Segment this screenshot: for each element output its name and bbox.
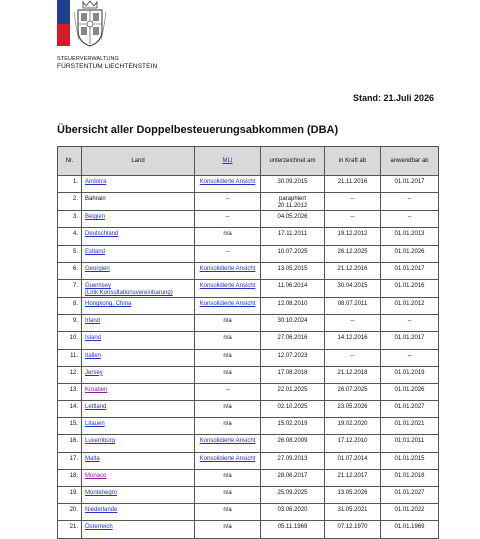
table-row [58, 435, 439, 452]
signed-date: 03.06.2020 [277, 507, 308, 514]
row-land-cell [82, 452, 195, 469]
table-header-row [58, 147, 439, 176]
row-nr: 18. [58, 469, 82, 486]
row-signed-cell [261, 469, 325, 486]
organization-name [57, 56, 157, 70]
row-land-cell [82, 487, 195, 504]
table-row [58, 315, 439, 332]
row-signed-cell [261, 452, 325, 469]
row-mli-cell [195, 435, 261, 452]
table-row [58, 487, 439, 504]
mli-value: n/a [223, 490, 232, 496]
table-row [58, 401, 439, 418]
row-in-kraft: 14.12.2016 [325, 332, 381, 349]
signed-date: 15.02.2019 [277, 421, 308, 428]
row-signed-cell [261, 176, 325, 193]
consultation-agreement-link[interactable]: (Link Konsultationsvereinbarung) [85, 289, 173, 296]
flag-blue-stripe [57, 0, 70, 24]
row-mli-cell [195, 521, 261, 538]
table-body [58, 176, 439, 539]
country-link[interactable]: Niederlande [85, 507, 118, 514]
header-anwendbar: anwendbar ab [381, 147, 439, 176]
country-link[interactable]: Andorra [85, 179, 107, 185]
row-signed-cell [261, 228, 325, 245]
mli-consolidated-link[interactable]: Konsolidierte Ansicht [199, 455, 256, 462]
row-mli-cell [195, 228, 261, 245]
row-land-cell [82, 469, 195, 486]
signed-date: 02.10.2025 [277, 404, 308, 411]
row-in-kraft: 21.11.2016 [325, 176, 381, 193]
row-anwendbar: 01.01.2027 [381, 487, 439, 504]
table-row [58, 176, 439, 193]
row-nr: 9. [58, 315, 82, 332]
row-nr: 11. [58, 349, 82, 366]
row-mli-cell [195, 211, 261, 228]
mli-value: -- [225, 214, 230, 221]
row-land-cell [82, 228, 195, 245]
table-row [58, 262, 439, 279]
signed-date: 27.09.2013 [277, 455, 308, 462]
row-nr: 20. [58, 504, 82, 521]
table-row [58, 297, 439, 314]
row-land-cell [82, 211, 195, 228]
table-row [58, 418, 439, 435]
row-nr: 12. [58, 366, 82, 383]
row-in-kraft: -- [325, 211, 381, 228]
flag-red-stripe [57, 24, 70, 46]
signed-date: 30.10.2024 [277, 318, 308, 325]
signed-date-2: 20.11.2012 [277, 203, 308, 210]
row-land-cell [82, 193, 195, 211]
row-land-cell [82, 297, 195, 314]
mli-value: n/a [223, 472, 232, 479]
row-in-kraft: 21.12.2017 [325, 469, 381, 486]
country-link[interactable]: Jersey [85, 369, 103, 376]
row-anwendbar: -- [381, 315, 439, 332]
signed-date: 11.06.2014 [277, 282, 308, 289]
row-land-cell [82, 521, 195, 538]
row-land-cell [82, 418, 195, 435]
row-anwendbar: 01.01.2017 [381, 262, 439, 279]
row-land-cell [82, 401, 195, 418]
country-link[interactable]: Litauen [85, 421, 105, 428]
row-in-kraft: 26.12.2025 [325, 245, 381, 262]
row-land-cell [82, 315, 195, 332]
row-anwendbar: 01.01.1969 [381, 521, 439, 538]
country-link[interactable]: Belgien [85, 214, 106, 221]
country-link[interactable]: Italien [85, 352, 102, 359]
row-signed-cell [261, 262, 325, 279]
row-in-kraft: -- [325, 315, 381, 332]
row-signed-cell [261, 521, 325, 538]
row-signed-cell [261, 401, 325, 418]
table-row [58, 228, 439, 245]
row-nr: 19. [58, 487, 82, 504]
table-row [58, 504, 439, 521]
row-mli-cell [195, 349, 261, 366]
mli-value: n/a [223, 352, 232, 359]
header-mli[interactable] [195, 147, 261, 176]
row-nr: 16. [58, 435, 82, 452]
row-land-cell [82, 366, 195, 383]
mli-consolidated-link[interactable]: Konsolidierte Ansicht [199, 265, 256, 272]
table-row [58, 521, 439, 538]
country-name: Bahrain [85, 196, 106, 203]
table-row [58, 245, 439, 262]
page-title: Übersicht aller Doppelbesteuerungsabkommen (DBA) [57, 124, 339, 136]
row-anwendbar: 01.01.2026 [381, 383, 439, 400]
row-mli-cell [195, 487, 261, 504]
mli-consolidated-link[interactable]: Konsolidierte Ansicht [199, 300, 256, 307]
row-mli-cell [195, 401, 261, 418]
signed-date: 25.09.2025 [277, 490, 308, 496]
row-nr: 17. [58, 452, 82, 469]
header-in-kraft: in Kraft ab [325, 147, 381, 176]
row-land-cell [82, 262, 195, 279]
row-signed-cell [261, 211, 325, 228]
row-land-cell [82, 383, 195, 400]
signed-date: 17.08.2018 [277, 369, 308, 376]
signed-date: 30.09.2015 [277, 179, 308, 185]
row-mli-cell [195, 469, 261, 486]
row-land-cell [82, 435, 195, 452]
row-land-cell [82, 332, 195, 349]
country-link[interactable]: Island [85, 335, 102, 342]
row-signed-cell [261, 487, 325, 504]
row-signed-cell [261, 297, 325, 314]
table-row [58, 452, 439, 469]
mli-value: n/a [223, 335, 232, 342]
mli-value: n/a [223, 404, 232, 411]
row-mli-cell [195, 418, 261, 435]
mli-value: n/a [223, 231, 232, 238]
row-signed-cell [261, 366, 325, 383]
mli-value: -- [225, 248, 230, 255]
table-row [58, 332, 439, 349]
row-signed-cell [261, 349, 325, 366]
row-nr: 10. [58, 332, 82, 349]
row-nr: 7. [58, 279, 82, 297]
row-anwendbar: 01.01.2011 [381, 435, 439, 452]
table-row [58, 193, 439, 211]
row-land-cell [82, 349, 195, 366]
header-nr: Nr. [58, 147, 82, 176]
row-mli-cell [195, 366, 261, 383]
country-link[interactable]: Deutschland [85, 231, 119, 238]
signed-date: 28.06.2017 [277, 472, 308, 479]
row-anwendbar: -- [381, 193, 439, 211]
country-link[interactable]: Monaco [85, 472, 107, 479]
row-land-cell [82, 279, 195, 297]
row-mli-cell [195, 297, 261, 314]
org-line-2: FÜRSTENTUM LIECHTENSTEIN [57, 63, 158, 70]
row-mli-cell [195, 383, 261, 400]
row-signed-cell [261, 315, 325, 332]
row-in-kraft: 13.05.2026 [325, 487, 381, 504]
row-signed-cell [261, 383, 325, 400]
row-anwendbar: 01.01.2013 [381, 228, 439, 245]
table-row [58, 366, 439, 383]
row-in-kraft: -- [325, 349, 381, 366]
row-signed-cell [261, 418, 325, 435]
row-anwendbar: 01.01.2026 [381, 245, 439, 262]
mli-consolidated-link[interactable]: Konsolidierte Ansicht [199, 179, 256, 185]
row-nr: 21. [58, 521, 82, 538]
stand-date: Stand: 21.Juli 2026 [352, 93, 434, 103]
row-signed-cell [261, 245, 325, 262]
row-in-kraft: -- [325, 193, 381, 211]
country-link[interactable]: Guernsey [85, 282, 112, 289]
row-anwendbar: 01.01.2015 [381, 452, 439, 469]
row-mli-cell [195, 332, 261, 349]
signed-date: 05.11.1969 [277, 524, 308, 531]
row-in-kraft: 17.12.2010 [325, 435, 381, 452]
table-row [58, 211, 439, 228]
row-mli-cell [195, 245, 261, 262]
row-in-kraft: 08.07.2011 [325, 297, 381, 314]
header-mli-link[interactable]: MLI [222, 157, 233, 164]
row-in-kraft: 21.12.2018 [325, 366, 381, 383]
header-land: Land [82, 147, 195, 176]
row-anwendbar: 01.01.2022 [381, 504, 439, 521]
row-mli-cell [195, 279, 261, 297]
row-in-kraft: 21.12.2016 [325, 262, 381, 279]
mli-value: n/a [223, 421, 232, 428]
row-signed-cell [261, 193, 325, 211]
row-mli-cell [195, 176, 261, 193]
row-anwendbar: 01.01.2012 [381, 297, 439, 314]
country-link[interactable]: Österreich [85, 524, 113, 531]
mli-value: n/a [223, 318, 232, 325]
mli-value: -- [225, 386, 230, 393]
row-anwendbar: 01.01.2017 [381, 332, 439, 349]
row-anwendbar: 01.01.2027 [381, 401, 439, 418]
liechtenstein-flag [57, 0, 70, 46]
row-in-kraft: 26.07.2025 [325, 383, 381, 400]
row-anwendbar: 01.01.2017 [381, 176, 439, 193]
country-link[interactable]: Georgien [85, 265, 110, 272]
header-unterzeichnet: unterzeichnet am [261, 147, 325, 176]
row-anwendbar: 01.01.2021 [381, 418, 439, 435]
country-link[interactable]: Hongkong, China [85, 300, 132, 307]
row-in-kraft: 19.12.2012 [325, 228, 381, 245]
table-row [58, 349, 439, 366]
row-mli-cell [195, 193, 261, 211]
signed-date: paraphiert [278, 196, 307, 203]
mli-value: -- [225, 196, 230, 203]
country-link[interactable]: Lettland [85, 404, 107, 411]
signed-date: 13.05.2015 [277, 265, 308, 272]
row-nr: 14. [58, 401, 82, 418]
signed-date: 12.08.2010 [277, 300, 308, 307]
row-land-cell [82, 504, 195, 521]
row-anwendbar: 01.01.2019 [381, 366, 439, 383]
table-row [58, 469, 439, 486]
row-in-kraft: 30.04.2015 [325, 279, 381, 297]
signed-date: 26.08.2009 [277, 438, 308, 445]
row-mli-cell [195, 452, 261, 469]
signed-date: 22.01.2025 [277, 386, 308, 393]
mli-consolidated-link[interactable]: Konsolidierte Ansicht [199, 282, 256, 289]
row-nr: 15. [58, 418, 82, 435]
table-row [58, 383, 439, 400]
table-row [58, 279, 439, 297]
country-link[interactable]: Montenegro [85, 490, 118, 496]
org-line-1: STEUERVERWALTUNG [57, 56, 119, 62]
mli-consolidated-link[interactable]: Konsolidierte Ansicht [199, 438, 256, 445]
row-in-kraft: 23.05.2026 [325, 401, 381, 418]
signed-date: 17.11.2011 [277, 231, 308, 238]
row-nr: 6. [58, 262, 82, 279]
row-anwendbar: -- [381, 211, 439, 228]
row-in-kraft: 01.07.2014 [325, 452, 381, 469]
row-in-kraft: 19.02.2020 [325, 418, 381, 435]
row-land-cell [82, 176, 195, 193]
row-nr: 2. [58, 193, 82, 211]
row-signed-cell [261, 504, 325, 521]
signed-date: 04.05.2026 [277, 214, 308, 221]
row-anwendbar: 01.01.2018 [381, 469, 439, 486]
row-nr: 8. [58, 297, 82, 314]
country-link[interactable]: Malta [85, 455, 100, 462]
row-anwendbar: -- [381, 349, 439, 366]
signed-date: 10.07.2025 [277, 248, 308, 255]
row-signed-cell [261, 435, 325, 452]
coat-of-arms-icon [73, 0, 107, 48]
row-mli-cell [195, 504, 261, 521]
row-in-kraft: 07.12.1970 [325, 521, 381, 538]
signed-date: 12.07.2023 [277, 352, 308, 359]
country-link[interactable]: Estland [85, 248, 106, 255]
mli-value: n/a [223, 507, 232, 514]
row-land-cell [82, 245, 195, 262]
row-nr: 1. [58, 176, 82, 193]
signed-date: 27.06.2016 [277, 335, 308, 342]
mli-value: n/a [223, 524, 232, 531]
row-anwendbar: 01.01.2016 [381, 279, 439, 297]
row-mli-cell [195, 315, 261, 332]
row-signed-cell [261, 332, 325, 349]
row-nr: 5. [58, 245, 82, 262]
row-nr: 3. [58, 211, 82, 228]
row-nr: 13. [58, 383, 82, 400]
row-in-kraft: 31.05.2021 [325, 504, 381, 521]
country-link[interactable]: Luxemburg [85, 438, 116, 445]
mli-value: n/a [223, 369, 232, 376]
row-signed-cell [261, 279, 325, 297]
row-mli-cell [195, 262, 261, 279]
country-link[interactable]: Irland [85, 318, 101, 325]
row-nr: 4. [58, 228, 82, 245]
country-link[interactable]: Kroatien [85, 386, 108, 393]
